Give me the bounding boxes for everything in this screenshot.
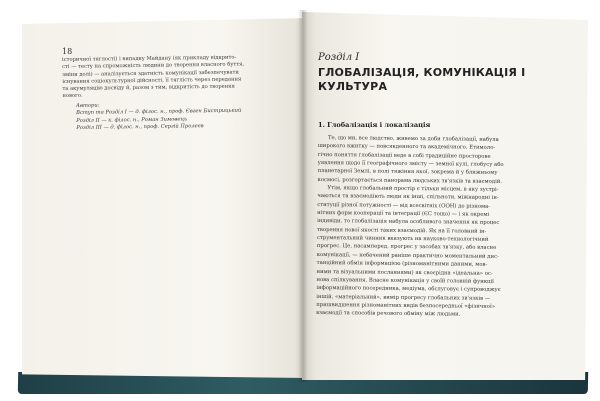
body-line: гічно поняття глобалізації веде в собі традиційне просторове: [317, 151, 491, 160]
body-line: Те, що ми, все людство, живемо за доби глобалізації, набула: [327, 135, 499, 143]
author-line: Розділ ІІ — к. філос. н., Роман Зимовець: [76, 116, 187, 124]
left-line: та акумуляцію досвіду й, разом з тим, відкритість до творення: [62, 83, 235, 93]
body-line: нова спілкування. Власне комунікація у своїй головній функції: [316, 276, 494, 285]
body-line: струментальний чинник вказують на науково-технологічний: [316, 235, 489, 243]
chapter-body: [316, 134, 568, 320]
body-line: комунікації, — небачений раніше практично моментальний дис-: [316, 251, 499, 260]
body-line: індивіди, то глобалізація набула особливого значення як процес: [317, 218, 500, 227]
left-line: зміни долі) — аналізується здатність комунікації забезпечувати: [62, 69, 239, 78]
authors-block: [76, 100, 286, 133]
body-line: прогрес. Це, насамперед, прогрес у засобах зв'язку, або власне: [316, 243, 497, 252]
body-line: взаємодії та способів речового обміну між людьми.: [316, 310, 461, 318]
left-paragraph: [62, 54, 293, 101]
body-line: нітних форм кооперації та інтеграції (ЄС тощо) — і як окремі: [317, 210, 490, 218]
body-line: чаються та взаємодіють люди як інші, спільноти, міжнародні ін-: [317, 193, 499, 202]
body-line: інформаційного посередника, медіума, обслуговує і супроводжує: [316, 285, 501, 294]
chapter-title: ГЛОБАЛІЗАЦІЯ, КОМУНІКАЦІЯ І КУЛЬТУРА: [318, 66, 526, 93]
body-line: широкого вжитку — повсякденного та академічного. Етимоло-: [317, 143, 496, 152]
body-line: іншій, «матеріальний», вимір прогресу глобальних зв'язків —: [316, 293, 491, 302]
body-line: космосі, розгортається панорама людських зв'язків та взаємодій.: [317, 176, 503, 185]
page-number: 18: [62, 47, 73, 56]
book-gutter: [298, 10, 308, 382]
body-line: танційний обмін інформацією (різноманітними даними, мов-: [316, 260, 488, 268]
body-line: Утім, якщо глобальний простір є тільки місцем, в яку зустрі-: [327, 185, 499, 193]
body-line: ними та візуальними посланнями) як своєрідна «ідеальна» ос-: [316, 268, 493, 277]
body-line: уявлення щодо її географічного змісту — земної кулі, глобусу або: [317, 160, 504, 168]
authors-heading: Автори:: [76, 102, 100, 109]
body-line: ституції різної потужності — від всесвітніх (ООН) до різнома-: [317, 201, 491, 210]
body-line: планетарної Землі, в полі тяжіння якої, зокрема й у ближньому: [317, 168, 498, 177]
body-line: творення нової якості таких взаємодій. Як на її головний ін-: [316, 226, 487, 235]
author-line: Розділ ІІІ — д. філос. н., проф. Сергій Пролеєв: [76, 123, 204, 132]
left-line: нового.: [62, 93, 83, 100]
left-line: існування соціокультурної дійсності, її тяглість через передання: [62, 76, 242, 85]
body-line: пришвидшення різноманітних видів безпосередньої «фізичної»: [316, 301, 495, 310]
left-line: сті — тесту на спроможність людини до творення власного буття,: [62, 61, 245, 71]
section-title: 1. Глобалізація і локалізація: [318, 121, 431, 129]
left-line: історичної тяглості) і випадку Майдану (як прикладу відкрито-: [62, 54, 237, 63]
chapter-label: Розділ І: [318, 52, 360, 63]
author-line: Вступ та Розділ І — д. філос. н., проф. Євген Бистрицький: [76, 108, 242, 117]
